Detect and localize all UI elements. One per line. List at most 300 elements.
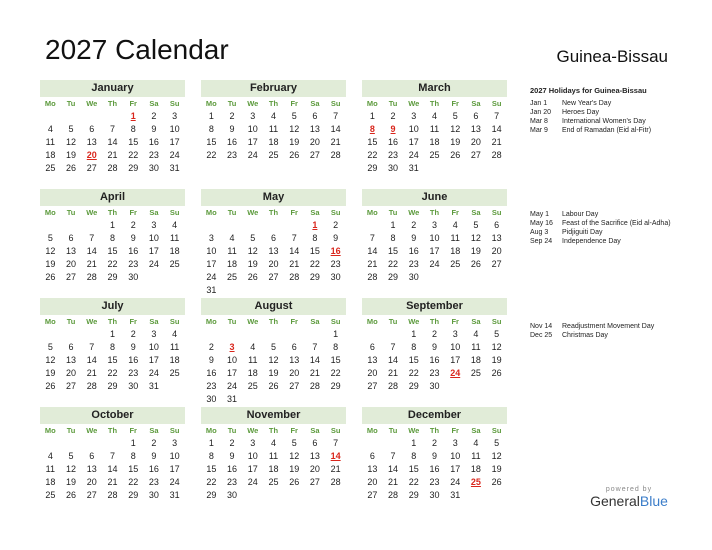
day-cell: 26 bbox=[491, 477, 502, 487]
day-cell: 13 bbox=[367, 355, 378, 365]
weekday-label: Fr bbox=[451, 317, 459, 326]
day-cell: 22 bbox=[388, 259, 399, 269]
brand-blue: Blue bbox=[639, 493, 668, 509]
holiday-day: 16 bbox=[330, 246, 341, 256]
day-cell: 28 bbox=[330, 477, 341, 487]
day-cell: 14 bbox=[491, 124, 502, 134]
day-cell: 1 bbox=[130, 438, 136, 448]
day-cell: 27 bbox=[66, 381, 77, 391]
day-cell: 3 bbox=[208, 233, 214, 243]
day-cell: 5 bbox=[291, 438, 297, 448]
day-cell: 18 bbox=[45, 150, 56, 160]
day-cell: 7 bbox=[312, 342, 318, 352]
day-cell: 23 bbox=[408, 259, 419, 269]
day-cell: 4 bbox=[47, 124, 53, 134]
empty-cell bbox=[81, 328, 102, 341]
holiday-day: 8 bbox=[369, 124, 375, 134]
day-cell: 15 bbox=[408, 464, 419, 474]
day-cell: 21 bbox=[309, 368, 320, 378]
day-cell: 8 bbox=[109, 342, 115, 352]
day-cell: 24 bbox=[450, 477, 461, 487]
day-cell: 1 bbox=[109, 220, 115, 230]
empty-cell bbox=[263, 328, 284, 341]
day-cell: 17 bbox=[227, 368, 238, 378]
day-cell: 21 bbox=[367, 259, 378, 269]
holiday-list-q1 bbox=[530, 99, 705, 135]
day-cell: 28 bbox=[367, 272, 378, 282]
day-cell: 19 bbox=[268, 368, 279, 378]
day-cell: 18 bbox=[169, 355, 180, 365]
holiday-day: 14 bbox=[330, 451, 341, 461]
holiday-item bbox=[530, 108, 705, 117]
day-cell: 9 bbox=[151, 451, 157, 461]
day-cell: 21 bbox=[491, 137, 502, 147]
day-cell: 18 bbox=[227, 259, 238, 269]
weekday-label: Th bbox=[268, 426, 279, 435]
day-cell: 10 bbox=[450, 451, 461, 461]
weekday-label: Tu bbox=[388, 99, 398, 108]
day-cell: 28 bbox=[491, 150, 502, 160]
day-cell: 9 bbox=[229, 451, 235, 461]
weekday-label: We bbox=[408, 208, 420, 217]
day-cell: 15 bbox=[128, 464, 139, 474]
weekday-label: Th bbox=[107, 99, 118, 108]
day-cell: 5 bbox=[68, 124, 74, 134]
weekday-label: Mo bbox=[44, 426, 56, 435]
day-cell: 31 bbox=[169, 490, 180, 500]
day-cell: 25 bbox=[470, 368, 481, 378]
day-cell: 16 bbox=[206, 368, 217, 378]
day-cell: 15 bbox=[128, 137, 139, 147]
day-cell: 22 bbox=[107, 368, 118, 378]
day-cell: 11 bbox=[227, 246, 237, 256]
month-name: December bbox=[362, 407, 507, 424]
day-cell: 11 bbox=[45, 464, 56, 474]
day-cell: 23 bbox=[206, 381, 217, 391]
weekday-label: Su bbox=[169, 208, 180, 217]
day-cell: 18 bbox=[169, 246, 180, 256]
day-cell: 16 bbox=[128, 246, 139, 256]
holiday-date: Dec 25 bbox=[530, 332, 553, 339]
empty-cell bbox=[40, 437, 61, 450]
weekday-label: Su bbox=[330, 317, 341, 326]
weekday-label: Su bbox=[491, 426, 502, 435]
holiday-day: 25 bbox=[470, 477, 481, 487]
day-cell: 23 bbox=[128, 259, 139, 269]
holiday-item bbox=[530, 99, 705, 108]
empty-cell bbox=[284, 328, 305, 341]
month-name: April bbox=[40, 189, 185, 206]
weekday-label: Th bbox=[268, 208, 279, 217]
day-cell: 9 bbox=[411, 233, 417, 243]
holiday-name: Pidjiguiti Day bbox=[562, 229, 603, 236]
day-cell: 14 bbox=[330, 124, 341, 134]
day-cell: 20 bbox=[491, 246, 502, 256]
day-cell: 25 bbox=[45, 490, 56, 500]
day-cell: 11 bbox=[471, 451, 481, 461]
day-cell: 1 bbox=[333, 329, 339, 339]
day-cell: 22 bbox=[206, 477, 217, 487]
weekday-label: Tu bbox=[227, 426, 237, 435]
day-cell: 12 bbox=[66, 137, 77, 147]
day-cell: 29 bbox=[107, 272, 118, 282]
day-cell: 21 bbox=[86, 259, 97, 269]
day-cell: 6 bbox=[369, 342, 375, 352]
holiday-day: 24 bbox=[450, 368, 461, 378]
holiday-item bbox=[530, 331, 705, 340]
day-cell: 7 bbox=[369, 233, 375, 243]
day-cell: 22 bbox=[408, 368, 419, 378]
day-cell: 10 bbox=[429, 233, 440, 243]
day-cell: 22 bbox=[107, 259, 118, 269]
month-days-grid bbox=[201, 424, 346, 502]
weekday-label: Su bbox=[491, 208, 502, 217]
day-cell: 11 bbox=[268, 124, 279, 134]
weekday-label: Fr bbox=[290, 208, 298, 217]
day-cell: 29 bbox=[367, 163, 378, 173]
holiday-name: Independence Day bbox=[562, 238, 621, 245]
weekday-label: Mo bbox=[44, 317, 56, 326]
day-cell: 22 bbox=[128, 477, 139, 487]
day-cell: 22 bbox=[128, 150, 139, 160]
weekday-label: Sa bbox=[471, 317, 481, 326]
day-cell: 24 bbox=[169, 477, 180, 487]
day-cell: 20 bbox=[367, 368, 378, 378]
day-cell: 14 bbox=[309, 355, 320, 365]
weekday-label: Fr bbox=[451, 208, 459, 217]
day-cell: 2 bbox=[151, 111, 157, 121]
day-cell: 23 bbox=[128, 368, 139, 378]
day-cell: 29 bbox=[128, 163, 139, 173]
weekday-label: Fr bbox=[451, 426, 459, 435]
weekday-label: We bbox=[86, 426, 98, 435]
month-april bbox=[40, 189, 185, 284]
day-cell: 15 bbox=[367, 137, 378, 147]
weekday-label: Th bbox=[268, 99, 279, 108]
day-cell: 19 bbox=[45, 259, 56, 269]
day-cell: 28 bbox=[107, 490, 118, 500]
day-cell: 24 bbox=[227, 381, 238, 391]
day-cell: 6 bbox=[89, 451, 95, 461]
day-cell: 1 bbox=[369, 111, 375, 121]
weekday-label: Th bbox=[429, 208, 440, 217]
day-cell: 19 bbox=[66, 477, 77, 487]
day-cell: 23 bbox=[227, 477, 238, 487]
day-cell: 5 bbox=[270, 342, 276, 352]
day-cell: 5 bbox=[473, 220, 479, 230]
weekday-label: Th bbox=[429, 426, 440, 435]
day-cell: 4 bbox=[473, 329, 479, 339]
day-cell: 25 bbox=[429, 150, 440, 160]
weekday-label: Fr bbox=[129, 317, 137, 326]
empty-cell bbox=[242, 219, 263, 232]
day-cell: 3 bbox=[452, 438, 458, 448]
day-cell: 7 bbox=[390, 342, 396, 352]
day-cell: 4 bbox=[452, 220, 458, 230]
empty-cell bbox=[61, 110, 82, 123]
weekday-label: Tu bbox=[388, 426, 398, 435]
weekday-label: Sa bbox=[310, 208, 320, 217]
day-cell: 13 bbox=[367, 464, 378, 474]
weekday-label: Th bbox=[429, 99, 440, 108]
day-cell: 14 bbox=[388, 464, 399, 474]
day-cell: 18 bbox=[429, 137, 440, 147]
day-cell: 15 bbox=[388, 246, 399, 256]
month-days-grid bbox=[201, 315, 346, 406]
weekday-label: We bbox=[247, 426, 259, 435]
day-cell: 19 bbox=[247, 259, 258, 269]
weekday-label: Mo bbox=[205, 317, 217, 326]
weekday-label: Mo bbox=[44, 208, 56, 217]
day-cell: 11 bbox=[248, 355, 258, 365]
day-cell: 4 bbox=[270, 438, 276, 448]
weekday-label: We bbox=[408, 426, 420, 435]
month-days-grid bbox=[362, 206, 507, 284]
holiday-item bbox=[530, 322, 705, 331]
month-name: June bbox=[362, 189, 507, 206]
weekday-label: Mo bbox=[366, 208, 378, 217]
day-cell: 25 bbox=[169, 368, 180, 378]
day-cell: 9 bbox=[229, 124, 235, 134]
day-cell: 12 bbox=[247, 246, 258, 256]
holiday-list-q3 bbox=[530, 322, 705, 340]
day-cell: 3 bbox=[250, 111, 256, 121]
month-name: October bbox=[40, 407, 185, 424]
day-cell: 5 bbox=[47, 233, 53, 243]
day-cell: 3 bbox=[172, 438, 178, 448]
weekday-label: Tu bbox=[227, 317, 237, 326]
day-cell: 24 bbox=[247, 477, 258, 487]
day-cell: 22 bbox=[206, 150, 217, 160]
day-cell: 5 bbox=[291, 111, 297, 121]
day-cell: 15 bbox=[206, 464, 217, 474]
day-cell: 20 bbox=[66, 259, 77, 269]
day-cell: 20 bbox=[289, 368, 300, 378]
day-cell: 28 bbox=[86, 381, 97, 391]
day-cell: 1 bbox=[109, 329, 115, 339]
day-cell: 14 bbox=[289, 246, 300, 256]
day-cell: 6 bbox=[369, 451, 375, 461]
day-cell: 29 bbox=[107, 381, 118, 391]
day-cell: 10 bbox=[206, 246, 217, 256]
day-cell: 30 bbox=[148, 163, 159, 173]
day-cell: 29 bbox=[408, 381, 419, 391]
day-cell: 3 bbox=[151, 220, 157, 230]
day-cell: 27 bbox=[309, 150, 320, 160]
weekday-label: Sa bbox=[471, 426, 481, 435]
day-cell: 7 bbox=[333, 438, 339, 448]
weekday-label: Su bbox=[169, 317, 180, 326]
day-cell: 6 bbox=[270, 233, 276, 243]
weekday-label: Th bbox=[107, 208, 118, 217]
day-cell: 14 bbox=[367, 246, 378, 256]
day-cell: 8 bbox=[109, 233, 115, 243]
day-cell: 27 bbox=[268, 272, 279, 282]
day-cell: 1 bbox=[208, 111, 214, 121]
day-cell: 9 bbox=[130, 342, 136, 352]
weekday-label: Fr bbox=[129, 426, 137, 435]
month-december bbox=[362, 407, 507, 502]
day-cell: 7 bbox=[109, 124, 115, 134]
empty-cell bbox=[102, 437, 123, 450]
day-cell: 2 bbox=[431, 329, 437, 339]
day-cell: 4 bbox=[250, 342, 256, 352]
day-cell: 4 bbox=[431, 111, 437, 121]
day-cell: 13 bbox=[470, 124, 481, 134]
day-cell: 13 bbox=[491, 233, 502, 243]
day-cell: 3 bbox=[151, 329, 157, 339]
empty-cell bbox=[61, 437, 82, 450]
day-cell: 12 bbox=[289, 451, 300, 461]
day-cell: 11 bbox=[429, 124, 440, 134]
day-cell: 5 bbox=[47, 342, 53, 352]
day-cell: 29 bbox=[330, 381, 341, 391]
day-cell: 17 bbox=[169, 464, 180, 474]
day-cell: 26 bbox=[289, 477, 300, 487]
page-title: 2027 Calendar bbox=[45, 34, 229, 65]
holiday-name: End of Ramadan (Eid al-Fitr) bbox=[562, 127, 652, 134]
day-cell: 3 bbox=[250, 438, 256, 448]
holiday-date: Nov 14 bbox=[530, 323, 553, 330]
empty-cell bbox=[40, 328, 61, 341]
day-cell: 24 bbox=[169, 150, 180, 160]
day-cell: 17 bbox=[148, 246, 159, 256]
holiday-day: 1 bbox=[312, 220, 318, 230]
powered-by-text: powered by bbox=[605, 486, 653, 493]
day-cell: 27 bbox=[289, 381, 300, 391]
weekday-label: We bbox=[247, 99, 259, 108]
empty-cell bbox=[362, 328, 383, 341]
day-cell: 16 bbox=[429, 464, 440, 474]
day-cell: 16 bbox=[227, 137, 238, 147]
day-cell: 10 bbox=[408, 124, 419, 134]
day-cell: 12 bbox=[289, 124, 300, 134]
day-cell: 11 bbox=[45, 137, 56, 147]
day-cell: 16 bbox=[388, 137, 399, 147]
month-may bbox=[201, 189, 346, 297]
day-cell: 30 bbox=[128, 381, 139, 391]
day-cell: 26 bbox=[450, 150, 461, 160]
day-cell: 26 bbox=[470, 259, 481, 269]
day-cell: 13 bbox=[309, 124, 320, 134]
month-name: July bbox=[40, 298, 185, 315]
day-cell: 21 bbox=[107, 150, 118, 160]
weekday-label: Sa bbox=[471, 208, 481, 217]
empty-cell bbox=[81, 110, 102, 123]
day-cell: 25 bbox=[45, 163, 56, 173]
weekday-label: Tu bbox=[227, 208, 237, 217]
day-cell: 5 bbox=[250, 233, 256, 243]
holiday-date: Mar 9 bbox=[530, 127, 548, 134]
weekday-label: Su bbox=[330, 426, 341, 435]
month-name: August bbox=[201, 298, 346, 315]
holiday-date: Jan 1 bbox=[530, 100, 548, 107]
day-cell: 10 bbox=[247, 124, 258, 134]
brand-general: General bbox=[590, 493, 640, 509]
day-cell: 28 bbox=[388, 490, 399, 500]
day-cell: 29 bbox=[388, 272, 399, 282]
day-cell: 23 bbox=[429, 477, 440, 487]
day-cell: 12 bbox=[470, 233, 481, 243]
month-name: February bbox=[201, 80, 346, 97]
weekday-label: Su bbox=[491, 99, 502, 108]
day-cell: 14 bbox=[388, 355, 399, 365]
day-cell: 2 bbox=[151, 438, 157, 448]
day-cell: 3 bbox=[452, 329, 458, 339]
day-cell: 6 bbox=[312, 438, 318, 448]
weekday-label: Fr bbox=[129, 208, 137, 217]
day-cell: 4 bbox=[172, 220, 178, 230]
day-cell: 24 bbox=[148, 368, 159, 378]
day-cell: 13 bbox=[86, 137, 97, 147]
weekday-label: Tu bbox=[388, 208, 398, 217]
weekday-label: Sa bbox=[149, 99, 159, 108]
month-march bbox=[362, 80, 507, 175]
day-cell: 2 bbox=[390, 111, 396, 121]
day-cell: 3 bbox=[411, 111, 417, 121]
day-cell: 8 bbox=[390, 233, 396, 243]
day-cell: 30 bbox=[330, 272, 341, 282]
day-cell: 26 bbox=[268, 381, 279, 391]
weekday-label: Su bbox=[330, 99, 341, 108]
day-cell: 25 bbox=[450, 259, 461, 269]
empty-cell bbox=[81, 437, 102, 450]
day-cell: 17 bbox=[450, 464, 461, 474]
day-cell: 10 bbox=[450, 342, 461, 352]
weekday-label: Mo bbox=[44, 99, 56, 108]
day-cell: 15 bbox=[309, 246, 320, 256]
day-cell: 8 bbox=[411, 451, 417, 461]
day-cell: 28 bbox=[388, 381, 399, 391]
weekday-label: Tu bbox=[66, 317, 76, 326]
day-cell: 7 bbox=[109, 451, 115, 461]
day-cell: 8 bbox=[312, 233, 318, 243]
weekday-label: Tu bbox=[66, 426, 76, 435]
day-cell: 28 bbox=[289, 272, 300, 282]
weekday-label: Mo bbox=[366, 317, 378, 326]
day-cell: 31 bbox=[227, 394, 238, 404]
holiday-name: Christmas Day bbox=[562, 332, 608, 339]
day-cell: 23 bbox=[388, 150, 399, 160]
day-cell: 18 bbox=[247, 368, 258, 378]
day-cell: 19 bbox=[491, 355, 502, 365]
day-cell: 23 bbox=[429, 368, 440, 378]
day-cell: 16 bbox=[148, 464, 159, 474]
day-cell: 2 bbox=[130, 329, 136, 339]
empty-cell bbox=[222, 328, 243, 341]
month-february bbox=[201, 80, 346, 162]
day-cell: 31 bbox=[206, 285, 217, 295]
day-cell: 17 bbox=[169, 137, 180, 147]
holiday-item bbox=[530, 126, 705, 135]
month-days-grid bbox=[40, 424, 185, 502]
day-cell: 7 bbox=[494, 111, 500, 121]
day-cell: 16 bbox=[429, 355, 440, 365]
day-cell: 29 bbox=[309, 272, 320, 282]
weekday-label: Tu bbox=[227, 99, 237, 108]
empty-cell bbox=[263, 219, 284, 232]
day-cell: 4 bbox=[473, 438, 479, 448]
day-cell: 29 bbox=[408, 490, 419, 500]
day-cell: 2 bbox=[130, 220, 136, 230]
day-cell: 24 bbox=[148, 259, 159, 269]
month-days-grid bbox=[362, 97, 507, 175]
holiday-date: May 16 bbox=[530, 220, 553, 227]
day-cell: 6 bbox=[494, 220, 500, 230]
weekday-label: Sa bbox=[310, 426, 320, 435]
weekday-label: Th bbox=[107, 317, 118, 326]
day-cell: 22 bbox=[309, 259, 320, 269]
